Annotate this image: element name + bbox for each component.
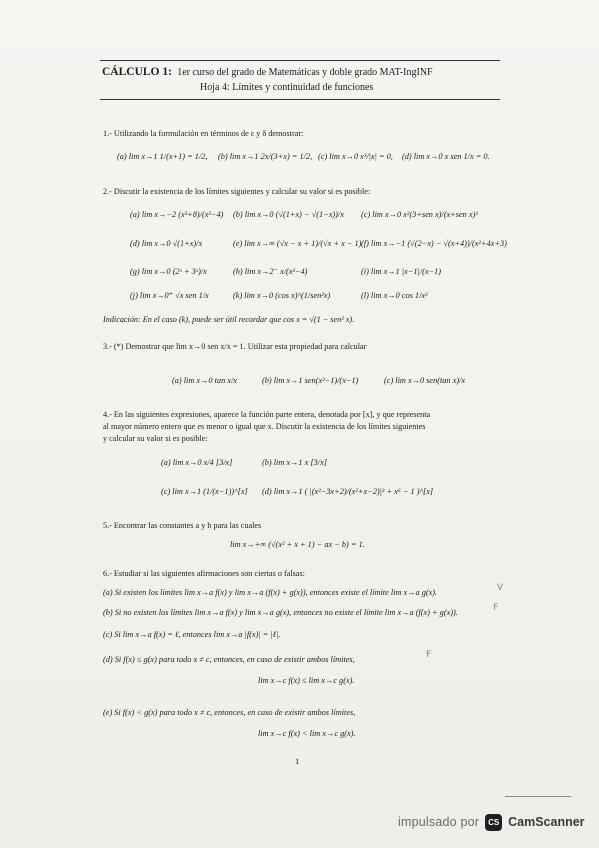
q1-item-c: (c) lim x→0 x³/|x| = 0, <box>318 152 393 161</box>
q4-line-1: 4.- En las siguientes expresiones, aparece la función parte entera, denotada por [x], y que representa <box>103 410 431 419</box>
handwritten-mark-d: F <box>426 650 432 660</box>
q3-item-b: (b) lim x→1 sen(x²−1)/(x−1) <box>262 376 359 385</box>
q2-item-j: (j) lim x→0⁺ √x sen 1/x <box>130 291 209 300</box>
q1-item-b: (b) lim x→1 2x/(3+x) = 1/2, <box>218 152 313 161</box>
q6-item-b: (b) Si no existen los límites lim x→a f(x) y lim x→a g(x), entonces no existe el límite lim x→a (f(x) + g(x)). <box>103 608 458 617</box>
header-rule-top <box>100 60 500 61</box>
scan-edge-line <box>505 796 571 797</box>
q4-item-a: (a) lim x→0 x/4 [3/x] <box>161 458 233 467</box>
q4-line-3: y calcular su valor si es posible: <box>103 434 208 443</box>
q2-item-k: (k) lim x→0 (cos x)^(1/sen²x) <box>233 291 331 300</box>
page-number: 1 <box>295 756 300 766</box>
course-header <box>102 67 433 79</box>
q4-item-d: (d) lim x→1 ( |(x²−3x+2)/(x²+x−2)|³ + x⁶ − 1 )^[x] <box>262 487 434 496</box>
q6-item-a: (a) Si existen los límites lim x→a f(x) y lim x→a (f(x) + g(x)), entonces existe el límite lim x→a g(x). <box>103 588 438 597</box>
q1-item-a: (a) lim x→1 1/(x+1) = 1/2, <box>117 152 208 161</box>
q4-line-2: al mayor número entero que es menor o igual que x. Discutir la existencia de los límites siguientes <box>103 422 426 431</box>
q1-title: 1.- Utilizando la formulación en términos de ε y δ demostrar: <box>103 129 304 138</box>
q2-item-g: (g) lim x→0 (2ˣ + 3ˣ)/x <box>130 267 207 276</box>
q2-item-d: (d) lim x→0 √(1+x)/x <box>130 239 203 248</box>
q2-item-i: (i) lim x→1 |x−1|/(x−1) <box>361 267 442 276</box>
camscanner-watermark <box>398 812 585 832</box>
q4-item-c: (c) lim x→1 (1/(x−1))^[x] <box>161 487 248 496</box>
handwritten-mark-a: V <box>497 583 504 593</box>
q6-item-d: (d) Si f(x) ≤ g(x) para todo x ≠ c, entonces, en caso de existir ambos límites, <box>103 655 355 664</box>
q1-item-d: (d) lim x→0 x sen 1/x = 0. <box>402 152 490 161</box>
q2-item-l: (l) lim x→0 cos 1/x² <box>361 291 428 300</box>
q2-title: 2.- Discutir la existencia de los límites siguientes y calcular su valor si es posible: <box>103 187 371 196</box>
header-rule-bottom <box>100 99 500 100</box>
q2-item-b: (b) lim x→0 (√(1+x) − √(1−x))/x <box>233 210 344 219</box>
q3-item-a: (a) lim x→0 tan x/x <box>172 376 237 385</box>
q6-item-e: (e) Si f(x) < g(x) para todo x ≠ c, entonces, en caso de existir ambos límites, <box>103 708 356 717</box>
q6-item-d-formula: lim x→c f(x) ≤ lim x→c g(x). <box>258 676 355 685</box>
q6-title: 6.- Estudiar si las siguientes afirmaciones son ciertas o falsas: <box>103 569 305 578</box>
q2-item-h: (h) lim x→2⁻ x/(x²−4) <box>233 267 308 276</box>
q2-item-a: (a) lim x→−2 (x³+8)/(x²−4) <box>130 210 224 219</box>
q2-item-f: (f) lim x→−1 (√(2−x) − √(x+4))/(x²+4x+3) <box>361 239 507 248</box>
q4-item-b: (b) lim x→1 x [3/x] <box>262 458 327 467</box>
course-name: CÁLCULO 1: <box>102 66 172 78</box>
q3-item-c: (c) lim x→0 sen(tan x)/x <box>384 376 466 385</box>
camscanner-brand: CamScanner <box>508 815 585 829</box>
watermark-label: impulsado por <box>398 815 480 829</box>
camscanner-logo-icon: CS <box>485 814 502 831</box>
q5-title: 5.- Encontrar las constantes a y b para las cuales <box>103 521 262 530</box>
sheet-title: Hoja 4: Límites y continuidad de funciones <box>200 82 374 93</box>
q3-title: 3.- (*) Demostrar que lim x→0 sen x/x = 1. Utilizar esta propiedad para calcular <box>103 342 367 351</box>
q6-item-e-formula: lim x→c f(x) < lim x→c g(x). <box>258 729 356 738</box>
q2-item-e: (e) lim x→∞ (√x − x + 1)/(√x + x − 1) <box>233 239 362 248</box>
q6-item-c: (c) Si lim x→a f(x) = ℓ, entonces lim x→a |f(x)| = |ℓ|. <box>103 630 281 639</box>
course-description: 1er curso del grado de Matemáticas y doble grado MAT-IngINF <box>177 67 433 78</box>
q2-item-c: (c) lim x→0 x²(3+sen x)/(x+sen x)² <box>361 210 478 219</box>
q5-formula: lim x→+∞ (√(x² + x + 1) − ax − b) = 1. <box>230 540 365 549</box>
q2-hint: Indicación: En el caso (k), puede ser útil recordar que cos x = √(1 − sen² x). <box>103 315 355 324</box>
handwritten-mark-b: F <box>493 603 499 613</box>
